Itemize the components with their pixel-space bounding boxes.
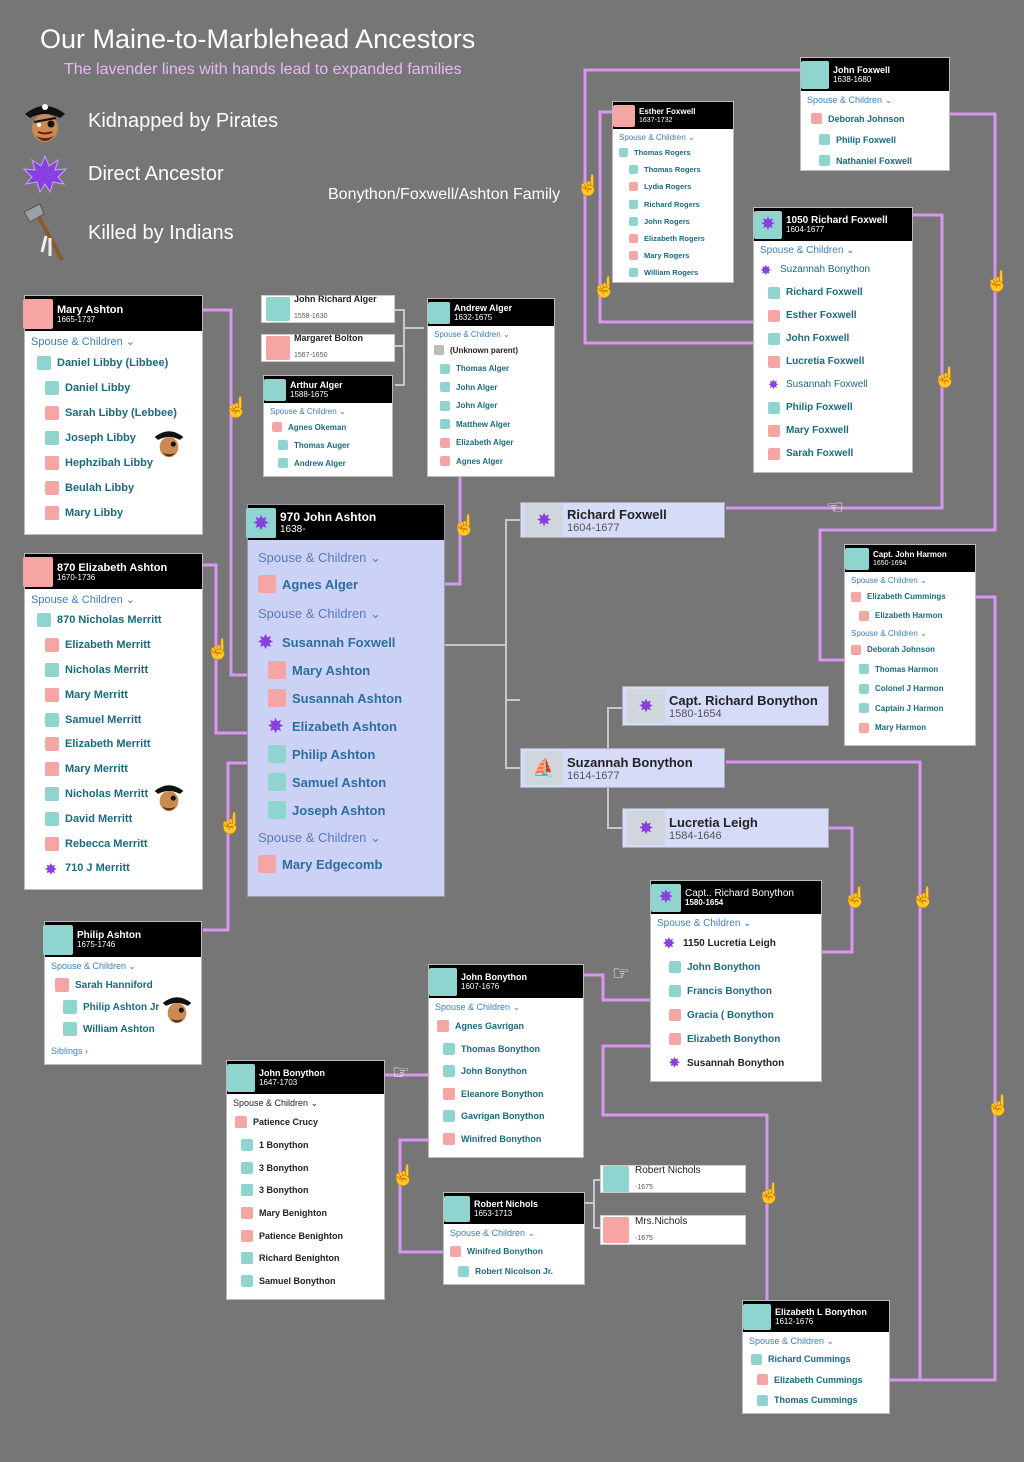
list-item[interactable]: Thomas Rogers (619, 161, 733, 178)
person-dates: 1638-1680 (833, 74, 872, 84)
spouse-children-toggle[interactable]: Spouse & Children ⌄ (258, 830, 381, 845)
person-name: Richard Foxwell (567, 506, 667, 522)
purple-leaf-icon: ✸ (754, 211, 782, 239)
person-dates: 1675-1746 (77, 940, 116, 950)
spouse-children-toggle[interactable]: Spouse & Children ⌄ (270, 407, 346, 416)
list-item[interactable]: Elizabeth Alger (434, 434, 554, 453)
card-john-richard-alger[interactable] (261, 295, 395, 323)
person-name: John Bonython (259, 1067, 325, 1078)
person-name: Mary Ashton (57, 303, 124, 316)
card-john-bonython-1647[interactable] (226, 1060, 385, 1300)
list-item[interactable]: 870 Nicholas Merritt (37, 608, 202, 633)
list-item[interactable]: Thomas Rogers (619, 144, 733, 161)
spouse-children-toggle[interactable]: Spouse & Children ⌄ (258, 550, 381, 565)
avatar (845, 548, 869, 570)
spouse-children-toggle[interactable]: Spouse & Children ⌄ (749, 1336, 835, 1346)
list-item[interactable]: ✸ 710 J Merritt (45, 861, 130, 878)
person-name: Margaret Bolton (294, 333, 364, 344)
list-item[interactable]: Patience Crucy (235, 1111, 384, 1134)
legend-pirates (20, 96, 278, 146)
person-name: Capt.. Richard Bonython (685, 888, 794, 900)
pointing-hand-icon[interactable]: ☜ (826, 497, 844, 519)
list-item[interactable]: Esther Foxwell (760, 304, 912, 327)
person-dates: 1584-1646 (669, 829, 722, 842)
person-dates: 1638- (280, 524, 306, 536)
tomahawk-icon (227, 1064, 255, 1092)
list-item[interactable]: John Alger (434, 378, 554, 397)
spouse-children-toggle[interactable]: Spouse & Children ⌄ (450, 1228, 536, 1238)
list-item[interactable]: Beulah Libby (37, 475, 202, 500)
list-item[interactable]: Robert Nicolson Jr. (450, 1261, 584, 1281)
spouse-children-toggle[interactable]: Spouse & Children ⌄ (807, 95, 893, 105)
list-item[interactable]: Captain J Harmon (851, 699, 975, 719)
list-item[interactable]: Deborah Johnson (811, 108, 949, 129)
list-item[interactable]: 3 Bonython (235, 1179, 384, 1202)
list-item[interactable]: Mary Merritt (37, 682, 202, 707)
pirate-icon (151, 778, 187, 814)
list-item[interactable]: Thomas Cummings (751, 1390, 889, 1411)
list-item[interactable]: David Merritt (37, 806, 202, 831)
spouse-children-toggle[interactable]: Spouse & Children ⌄ (31, 336, 136, 348)
tomahawk-icon (264, 379, 286, 401)
card-mrs-nichols[interactable] (600, 1215, 746, 1245)
card-elizabeth-ashton[interactable] (24, 553, 203, 890)
list-item[interactable]: Mary Rogers (619, 247, 733, 264)
list-item[interactable]: Elizabeth Cummings (751, 1370, 889, 1391)
tomahawk-icon (619, 148, 628, 157)
list-item[interactable]: Elizabeth Merritt (37, 732, 202, 757)
pointing-hand-icon[interactable]: ☝ (843, 887, 868, 909)
list-item[interactable]: Gavrigan Bonython (437, 1105, 583, 1128)
tomahawk-icon (757, 1395, 768, 1406)
pointing-hand-icon[interactable]: ☝ (224, 397, 249, 419)
person-dates: 1607-1676 (461, 981, 500, 991)
list-item[interactable]: Mary Edgecomb (248, 852, 444, 876)
tomahawk-icon (241, 1184, 253, 1196)
person-dates: 1632-1675 (454, 312, 493, 322)
list-item[interactable]: Sarah Foxwell (760, 442, 912, 465)
avatar (801, 61, 829, 89)
legend-killed-label: Killed by Indians (88, 221, 234, 244)
list-item[interactable]: Thomas Alger (434, 360, 554, 379)
purple-leaf-icon: ✸ (246, 508, 276, 538)
tomahawk-icon (241, 1207, 253, 1219)
list-item[interactable]: Agnes Alger (434, 452, 554, 471)
card-john-bonython-1607[interactable] (428, 964, 584, 1158)
person-name: 870 Elizabeth Ashton (57, 561, 168, 574)
pointing-hand-icon[interactable]: ☝ (986, 1095, 1011, 1117)
list-item[interactable]: Samuel Bonython (235, 1270, 384, 1293)
list-item[interactable]: Nicholas Merritt (37, 782, 202, 807)
list-item[interactable]: Elizabeth Bonython (663, 1027, 821, 1051)
siblings-link[interactable]: Siblings › (51, 1046, 89, 1056)
legend-killed (20, 202, 234, 264)
list-item[interactable]: John Bonython (663, 955, 821, 979)
card-margaret-bolton[interactable] (261, 334, 395, 362)
list-item[interactable]: Daniel Libby (Libbee) (37, 350, 202, 375)
person-dates: 1588-1675 (290, 389, 329, 399)
list-item[interactable]: Thomas Auger (272, 436, 392, 454)
list-item[interactable]: Mary Ashton (248, 656, 444, 684)
list-item[interactable]: Lydia Rogers (619, 178, 733, 195)
list-item[interactable]: Susannah Ashton (248, 684, 444, 712)
pirate-icon (20, 96, 70, 146)
person-dates: 1604-1677 (786, 225, 825, 235)
spouse-children-toggle[interactable]: Spouse & Children ⌄ (851, 576, 927, 585)
spouse-children-toggle[interactable]: Spouse & Children ⌄ (31, 594, 136, 606)
list-item[interactable]: Andrew Alger (272, 454, 392, 472)
card-mary-ashton[interactable] (24, 295, 203, 535)
purple-leaf-icon: ✸ (669, 1055, 680, 1070)
spouse-children-toggle[interactable]: Spouse & Children ⌄ (657, 918, 752, 929)
person-name: Philip Ashton (77, 930, 142, 942)
list-item[interactable]: John Alger (434, 397, 554, 416)
list-item[interactable]: Mary Benighton (235, 1202, 384, 1225)
list-item[interactable]: 1 Bonython (235, 1134, 384, 1157)
list-item[interactable]: Patience Benighton (235, 1224, 384, 1247)
tomahawk-icon (241, 1139, 253, 1151)
person-name: Robert Nichols (474, 1198, 539, 1209)
purple-leaf-icon: ✸ (663, 935, 675, 951)
avatar (23, 557, 53, 587)
person-name: John Bonython (461, 971, 527, 982)
spouse-children-toggle[interactable]: Spouse & Children ⌄ (435, 1002, 521, 1012)
person-dates: 1612-1676 (775, 1316, 814, 1326)
card-richard-bonython[interactable] (650, 880, 822, 1082)
avatar (43, 925, 73, 955)
person-name: Esther Foxwell (639, 106, 696, 116)
list-item[interactable]: Sarah Libby (Lebbee) (37, 400, 202, 425)
tomahawk-icon (241, 1275, 253, 1287)
avatar (743, 1304, 771, 1330)
card-andrew-alger[interactable] (427, 298, 555, 477)
link-philip-ashton (203, 763, 250, 930)
pointing-hand-icon[interactable]: ☞ (612, 963, 630, 985)
list-item[interactable]: Joseph Ashton (248, 796, 444, 824)
legend-pirates-label: Kidnapped by Pirates (88, 109, 279, 132)
list-item[interactable]: Daniel Libby (37, 375, 202, 400)
list-item[interactable]: Eleanore Bonython (437, 1083, 583, 1106)
person-dates: 1580-1654 (685, 898, 724, 908)
purple-leaf-icon: ✸ (651, 884, 681, 912)
list-item[interactable]: Philip Ashton (248, 740, 444, 768)
pointing-hand-icon[interactable]: ☝ (911, 887, 936, 909)
purple-leaf-icon: ✸ (525, 503, 563, 537)
pointing-hand-icon[interactable]: ☝ (218, 813, 243, 835)
person-name: Mrs.Nichols (635, 1215, 688, 1227)
person-dates: 1567-1650 (294, 351, 328, 359)
person-dates: 1604-1677 (567, 521, 620, 534)
person-name: John Richard Alger (294, 294, 377, 305)
list-item[interactable]: Matthew Alger (434, 415, 554, 434)
list-item[interactable]: Lucretia Foxwell (760, 350, 912, 373)
purple-leaf-icon: ✸ (768, 376, 779, 392)
person-dates: 1653-1713 (474, 1208, 513, 1218)
purple-leaf-icon: ✸ (268, 716, 284, 736)
spouse-children-toggle[interactable]: Spouse & Children ⌄ (258, 606, 381, 621)
list-item[interactable]: John Bonython (437, 1060, 583, 1083)
list-item[interactable]: Philip Foxwell (760, 396, 912, 419)
spouse-children-toggle[interactable]: Spouse & Children ⌄ (434, 330, 510, 339)
list-item[interactable]: ✸ 1150 Lucretia Leigh (663, 935, 776, 951)
tomahawk-icon (603, 1217, 629, 1243)
list-item[interactable]: ✸ Susannah Foxwell (768, 376, 868, 392)
pointing-hand-icon[interactable]: ☞ (392, 1062, 410, 1084)
link-mary-ashton (203, 310, 250, 675)
card-philip-ashton[interactable] (44, 921, 202, 1065)
person-name: Suzannah Bonython (567, 754, 693, 770)
list-item[interactable]: Mary Harmon (851, 718, 975, 738)
person-dates: 1670-1736 (57, 572, 96, 582)
list-item[interactable]: Francis Bonython (663, 979, 821, 1003)
person-dates: 1558-1630 (294, 312, 328, 320)
person-name: Robert Nichols (635, 1164, 701, 1176)
card-john-ashton[interactable] (247, 504, 445, 897)
spouse-children-toggle[interactable]: Spouse & Children ⌄ (851, 629, 927, 638)
list-item[interactable]: Richard Cummings (751, 1349, 889, 1370)
list-item[interactable]: John Foxwell (760, 327, 912, 350)
spouse-children-toggle[interactable]: Spouse & Children ⌄ (51, 961, 137, 971)
list-item[interactable]: Agnes Gavrigan (437, 1015, 583, 1038)
spouse-children-toggle[interactable]: Spouse & Children ⌄ (760, 245, 855, 256)
tomahawk-icon (603, 1166, 629, 1192)
person-name: Capt. Richard Bonython (669, 692, 818, 708)
card-john-foxwell[interactable] (800, 57, 950, 171)
legend-direct-ancestor (20, 152, 224, 196)
pointing-hand-icon[interactable]: ☝ (757, 1183, 782, 1205)
list-item[interactable]: Thomas Bonython (437, 1038, 583, 1061)
list-item[interactable]: Philip Ashton Jr (55, 996, 201, 1018)
tomahawk-icon (235, 1116, 247, 1128)
list-item[interactable]: Richard Rogers (619, 196, 733, 213)
node-lucretia-leigh[interactable] (622, 808, 829, 848)
page-title: Our Maine-to-Marblehead Ancestors (40, 24, 476, 54)
spouse-children-toggle[interactable]: Spouse & Children ⌄ (619, 133, 695, 142)
list-item[interactable]: Richard Foxwell (760, 281, 912, 304)
node-richard-bonython[interactable] (622, 686, 829, 726)
card-robert-nichols[interactable] (443, 1192, 585, 1285)
person-name: Arthur Alger (290, 379, 343, 390)
avatar (23, 299, 53, 329)
family-label: Bonython/Foxwell/Ashton Family (328, 186, 561, 203)
tomahawk-icon (757, 1374, 768, 1385)
card-arthur-alger[interactable] (263, 375, 393, 477)
person-dates: 1614-1677 (567, 769, 620, 782)
person-name: John Foxwell (833, 64, 891, 75)
list-item[interactable]: Mary Libby (37, 500, 202, 525)
list-item[interactable]: Thomas Harmon (851, 660, 975, 680)
list-item[interactable]: Elizabeth Harmon (851, 606, 975, 625)
list-item[interactable]: (Unknown parent) (434, 341, 554, 360)
card-esther-foxwell[interactable] (612, 101, 734, 283)
purple-leaf-icon: ✸ (627, 811, 665, 845)
tomahawk-icon (20, 202, 70, 264)
node-suzannah-bonython[interactable] (520, 748, 725, 788)
person-dates: 1665-1737 (57, 314, 96, 324)
pointing-hand-icon[interactable]: ☝ (452, 515, 477, 537)
pointing-hand-icon[interactable]: ☝ (985, 271, 1010, 293)
list-item[interactable]: Gracia ( Bonython (663, 1003, 821, 1027)
list-item[interactable]: Winifred Bonython (450, 1241, 584, 1261)
pointing-hand-icon[interactable]: ☝ (391, 1165, 416, 1187)
person-dates: 1637-1732 (639, 116, 673, 124)
purple-leaf-icon: ✸ (45, 861, 57, 878)
tomahawk-icon (278, 458, 288, 468)
pointing-hand-icon[interactable]: ☝ (206, 639, 231, 661)
list-item[interactable]: Mary Foxwell (760, 419, 912, 442)
person-dates: -1675 (635, 1183, 653, 1191)
list-item[interactable]: William Ashton (55, 1018, 201, 1040)
purple-leaf-icon: ✸ (760, 261, 772, 278)
page-subtitle: The lavender lines with hands lead to expanded families (64, 61, 462, 78)
person-name: Andrew Alger (454, 302, 513, 313)
list-item[interactable]: ✸ Susannah Bonython (669, 1055, 785, 1070)
person-name: Elizabeth L Bonython (775, 1306, 867, 1317)
node-richard-foxwell[interactable] (520, 502, 725, 538)
list-item[interactable]: Mary Merritt (37, 757, 202, 782)
person-dates: 1650-1694 (873, 559, 907, 567)
list-item[interactable]: Rebecca Merritt (37, 831, 202, 856)
tomahawk-icon (751, 1354, 762, 1365)
list-item[interactable]: ✸ Susannah Foxwell (258, 632, 396, 652)
person-name: Capt. John Harmon (873, 549, 947, 559)
list-item[interactable]: Sarah Hanniford (55, 974, 201, 996)
pirate-icon (151, 424, 187, 460)
legend-direct-ancestor-label: Direct Ancestor (88, 162, 224, 185)
person-name: 970 John Ashton (280, 509, 377, 524)
person-name: Lucretia Leigh (669, 814, 758, 830)
list-item[interactable]: Joseph Libby (37, 425, 202, 450)
list-item[interactable]: Deborah Johnson (851, 640, 975, 660)
card-robert-nichols-sr[interactable] (600, 1165, 746, 1193)
pointing-hand-icon[interactable]: ☝ (576, 175, 601, 197)
spouse-children-toggle[interactable]: Spouse & Children ⌄ (233, 1098, 319, 1108)
list-item[interactable]: ✸ Elizabeth Ashton (268, 716, 397, 736)
card-elizabeth-l-bonython[interactable] (742, 1300, 890, 1414)
pointing-hand-icon[interactable]: ☝ (933, 367, 958, 389)
list-item[interactable]: Agnes Okeman (272, 418, 392, 436)
list-item[interactable]: Agnes Alger (248, 572, 444, 596)
purple-leaf-icon: ✸ (627, 689, 665, 723)
list-item[interactable]: Samuel Merritt (37, 707, 202, 732)
list-item[interactable]: John Rogers (619, 213, 733, 230)
list-item[interactable]: Elizabeth Rogers (619, 230, 733, 247)
list-item[interactable]: Elizabeth Cummings (851, 587, 975, 606)
list-item[interactable]: Richard Benighton (235, 1247, 384, 1270)
person-dates: 1580-1654 (669, 707, 722, 720)
list-item[interactable]: Samuel Ashton (248, 768, 444, 796)
tomahawk-icon (241, 1162, 253, 1174)
list-item[interactable]: 3 Bonython (235, 1156, 384, 1179)
list-item[interactable]: Nicholas Merritt (37, 658, 202, 683)
purple-leaf-icon: ✸ (258, 632, 274, 652)
card-richard-foxwell[interactable] (753, 207, 913, 473)
person-dates: 1647-1703 (259, 1077, 298, 1087)
list-item[interactable]: William Rogers (619, 264, 733, 281)
tomahawk-icon (429, 968, 457, 996)
ship-icon: ⛵ (525, 751, 563, 785)
tomahawk-icon (819, 155, 830, 166)
purple-leaf-icon (20, 152, 70, 196)
list-item[interactable]: ✸ Suzannah Bonython (760, 261, 871, 278)
list-item[interactable]: Philip Foxwell (811, 129, 949, 150)
person-name: 1050 Richard Foxwell (786, 215, 888, 227)
card-john-harmon[interactable] (844, 544, 976, 746)
avatar (444, 1196, 470, 1222)
person-dates: -1675 (635, 1234, 653, 1242)
list-item[interactable]: Winifred Bonython (437, 1128, 583, 1151)
avatar (613, 105, 635, 127)
tomahawk-icon (428, 302, 450, 324)
list-item[interactable]: Hephzibah Libby (37, 450, 202, 475)
list-item[interactable]: Nathaniel Foxwell (811, 150, 949, 171)
list-item[interactable]: Elizabeth Merritt (37, 633, 202, 658)
pointing-hand-icon[interactable]: ☝ (592, 277, 617, 299)
pirate-icon (159, 990, 195, 1026)
list-item[interactable]: Colonel J Harmon (851, 679, 975, 699)
